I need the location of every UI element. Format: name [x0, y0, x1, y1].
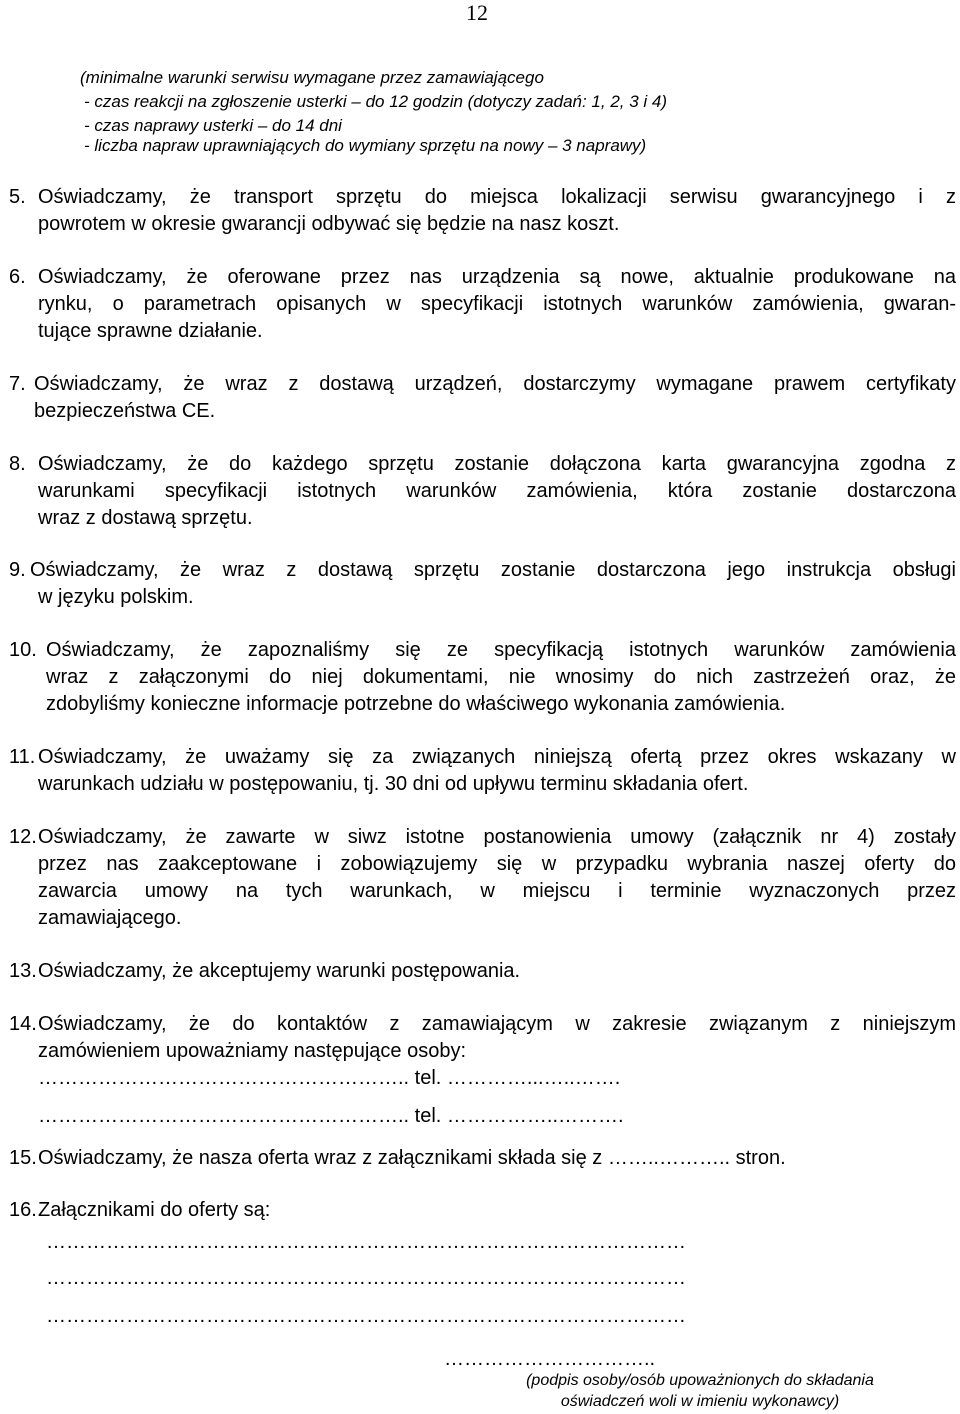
item-5-line-1: Oświadczamy, że transport sprzętu do miejsca lokalizacji serwisu gwarancyjnego i z: [38, 186, 956, 208]
item-16-number: 16.: [9, 1199, 37, 1221]
item-6-line-1: Oświadczamy, że oferowane przez nas urządzenia są nowe, aktualnie produkowane na: [38, 266, 956, 288]
item-8-line-1: Oświadczamy, że do każdego sprzętu zostanie dołączona karta gwarancyjna zgodna z: [38, 453, 956, 475]
item-14-line-2: zamówieniem upoważniamy następujące osoby:: [38, 1040, 467, 1062]
item-10-number: 10.: [9, 639, 37, 661]
item-8-number: 8.: [9, 453, 26, 475]
item-8-line-3: wraz z dostawą sprzętu.: [38, 507, 253, 529]
item-9-number: 9.: [9, 559, 26, 581]
item-10-line-3: zdobyliśmy konieczne informacje potrzebne do właściwego wykonania zamówienia.: [46, 693, 786, 715]
item-15-number: 15.: [9, 1147, 37, 1169]
item-16-line-1: Załącznikami do oferty są:: [38, 1199, 271, 1221]
item-12-line-3: zawarcia umowy na tych warunkach, w miejscu i terminie wyznaczonych przez: [38, 880, 956, 902]
item-6-number: 6.: [9, 266, 26, 288]
item-7-line-1: Oświadczamy, że wraz z dostawą urządzeń, dostarczymy wymagane prawem certyfikaty: [34, 373, 956, 395]
page-number: 12: [466, 0, 488, 25]
item-8-line-2: warunkami specyfikacji istotnych warunków zamówienia, która zostanie dostarczona: [38, 480, 956, 502]
intro-line-1: (minimalne warunki serwisu wymagane przez zamawiającego: [80, 68, 544, 87]
item-10-line-1: Oświadczamy, że zapoznaliśmy się ze specyfikacją istotnych warunków zamówienia: [46, 639, 956, 661]
item-6-line-2: rynku, o parametrach opisanych w specyfikacji istotnych warunków zamówienia, gwaran-: [38, 293, 956, 315]
item-11-number: 11.: [9, 746, 36, 768]
item-12-line-4: zamawiającego.: [38, 907, 182, 929]
contact-line-1: ……………………………………………….. tel. …………...…..…….: [38, 1067, 621, 1089]
attachment-line-2: ……………………………………………………………………………………: [46, 1267, 686, 1289]
intro-line-4: - liczba napraw uprawniających do wymiany sprzętu na nowy – 3 naprawy): [84, 136, 647, 155]
item-5-line-2: powrotem w okresie gwarancji odbywać się będzie na nasz koszt.: [38, 213, 620, 235]
item-11-line-1: Oświadczamy, że uważamy się za związanych niniejszą ofertą przez okres wskazany w: [38, 746, 956, 768]
attachment-line-1: ……………………………………………………………………………………: [46, 1231, 686, 1253]
item-13-number: 13.: [9, 960, 37, 982]
item-13-line-1: Oświadczamy, że akceptujemy warunki postępowania.: [38, 960, 521, 982]
item-14-number: 14.: [9, 1013, 37, 1035]
item-7-number: 7.: [9, 373, 26, 395]
item-9-line-1: Oświadczamy, że wraz z dostawą sprzętu zostanie dostarczona jego instrukcja obsługi: [30, 559, 956, 581]
item-14-line-1: Oświadczamy, że do kontaktów z zamawiającym w zakresie związanym z niniejszym: [38, 1013, 956, 1035]
signature-caption-line-1: (podpis osoby/osób upoważnionych do składania: [526, 1372, 874, 1389]
item-6-line-3: tujące sprawne działanie.: [38, 320, 263, 342]
item-12-number: 12.: [9, 826, 37, 848]
item-15-line-1: Oświadczamy, że nasza oferta wraz z załącznikami składa się z ……..……….. stron.: [38, 1147, 786, 1169]
item-7-line-2: bezpieczeństwa CE.: [34, 400, 216, 422]
signature-dots: …………………………..: [444, 1348, 656, 1370]
item-10-line-2: wraz z załączonymi do niej dokumentami, nie wnosimy do nich zastrzeżeń oraz, że: [46, 666, 956, 688]
intro-line-3: - czas naprawy usterki – do 14 dni: [84, 116, 342, 135]
item-12-line-2: przez nas zaakceptowane i zobowiązujemy się w przypadku wybrania naszej oferty do: [38, 853, 956, 875]
item-11-line-2: warunkach udziału w postępowaniu, tj. 30 dni od upływu terminu składania ofert.: [38, 773, 749, 795]
intro-line-2: - czas reakcji na zgłoszenie usterki – do 12 godzin (dotyczy zadań: 1, 2, 3 i 4): [84, 92, 668, 111]
contact-line-2: ……………………………………………….. tel. ……………..……….: [38, 1105, 624, 1127]
signature-caption-line-2: oświadczeń woli w imieniu wykonawcy): [560, 1393, 840, 1410]
attachment-line-3: ……………………………………………………………………………………: [46, 1305, 686, 1327]
item-9-line-2: w języku polskim.: [38, 586, 194, 608]
item-12-line-1: Oświadczamy, że zawarte w siwz istotne postanowienia umowy (załącznik nr 4) zostały: [38, 826, 956, 848]
item-5-number: 5.: [9, 186, 26, 208]
